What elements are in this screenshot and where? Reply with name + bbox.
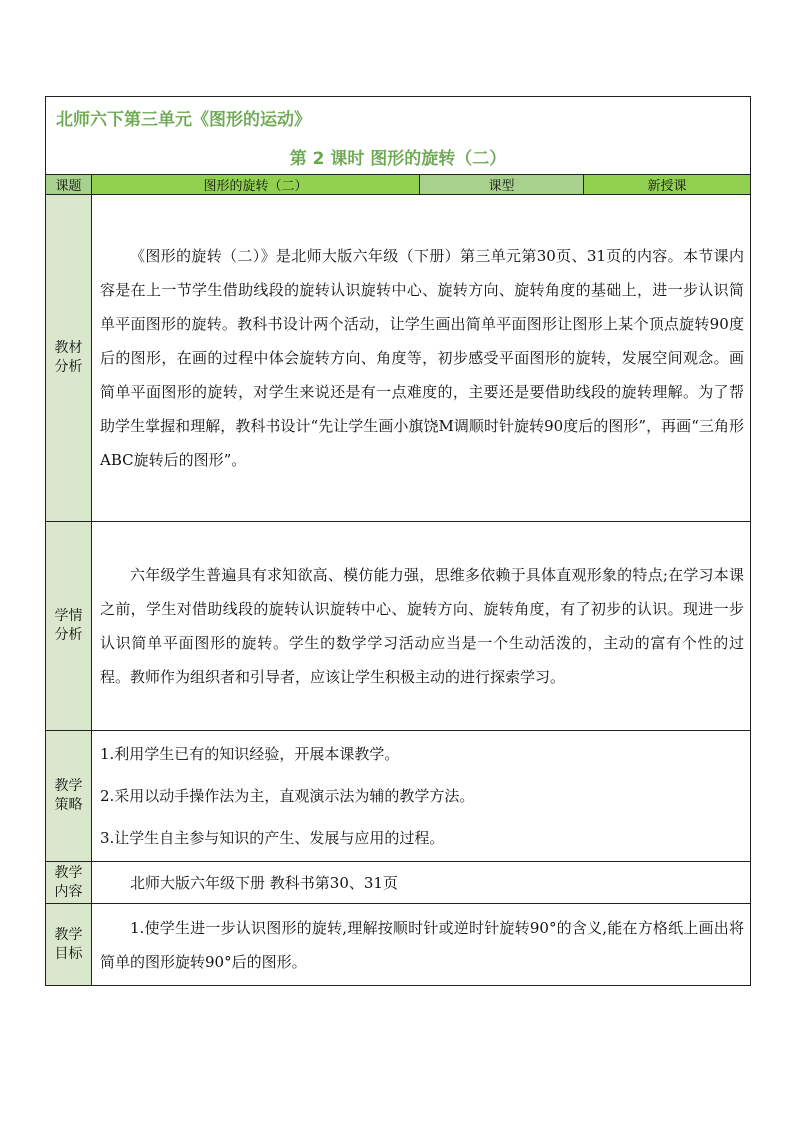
teaching-strategy-list <box>92 731 751 862</box>
label-line: 学情 <box>54 608 83 624</box>
teaching-strategy-row <box>46 731 751 862</box>
label-line: 教学 <box>54 864 83 881</box>
label-line: 教材 <box>54 340 83 356</box>
student-analysis-label <box>46 522 92 731</box>
teaching-content-row <box>46 862 751 904</box>
topic-row <box>46 175 751 195</box>
textbook-analysis-row <box>46 195 751 522</box>
label-line: 策略 <box>54 797 83 813</box>
textbook-analysis-label <box>46 195 92 522</box>
label-line: 教学 <box>54 926 83 943</box>
teaching-goals-label <box>46 904 92 986</box>
strategy-item: 1.利用学生已有的知识经验，开展本课教学。 <box>100 745 400 763</box>
topic-label: 课题 <box>46 175 92 195</box>
lesson-plan-document <box>45 96 750 986</box>
label-line: 分析 <box>54 359 83 375</box>
label-line: 教学 <box>54 778 83 794</box>
label-line: 分析 <box>54 627 83 643</box>
teaching-goals-row <box>46 904 751 986</box>
unit-title: 北师六下第三单元《图形的运动》 <box>46 97 751 139</box>
type-value: 新授课 <box>584 175 751 195</box>
textbook-analysis-text: 《图形的旋转（二）》是北师大版六年级（下册）第三单元第30页、31页的内容。本节课内容是在上一节学生借助线段的旋转认识旋转中心、旋转方向、旋转角度的基础上，进一步认识简单平面图形的旋转。教科书设计两个活动，让学生画出简单平面图形让图形上某个顶点旋转90度后的图形，在画的过程中体会旋转方向、角度等，初步感受平面图形的旋转，发展空间观念。画简单平面图形的旋转，对学生来说还是有一点难度的，主要还是要借助线段的旋转理解。为了帮助学生掌握和理解，教科书设计“先让学生画小旗饶M调顺时针旋转90度后的图形”，再画“三角形ABC旋转后的图形”。 <box>92 195 751 522</box>
student-analysis-row <box>46 522 751 731</box>
strategy-item: 3.让学生自主参与知识的产生、发展与应用的过程。 <box>100 829 445 847</box>
teaching-content-label <box>46 862 92 904</box>
teaching-strategy-label <box>46 731 92 862</box>
type-label: 课型 <box>420 175 584 195</box>
lesson-title: 第 2 课时 图形的旋转（二） <box>46 138 751 175</box>
label-line: 内容 <box>54 883 83 900</box>
lesson-plan-table <box>45 96 751 986</box>
topic-value: 图形的旋转（二） <box>92 175 420 195</box>
teaching-goals-text: 1.使学生进一步认识图形的旋转,理解按顺时针或逆时针旋转90°的含义,能在方格纸上画出将简单的图形旋转90°后的图形。 <box>92 904 751 986</box>
teaching-content-text: 北师大版六年级下册 教科书第30、31页 <box>92 862 751 904</box>
student-analysis-text: 六年级学生普遍具有求知欲高、模仿能力强，思维多依赖于具体直观形象的特点;在学习本课之前，学生对借助线段的旋转认识旋转中心、旋转方向、旋转角度，有了初步的认识。现进一步认识简单平面图形的旋转。学生的数学学习活动应当是一个生动活泼的，主动的富有个性的过程。教师作为组织者和引导者，应该让学生积极主动的进行探索学习。 <box>92 522 751 731</box>
label-line: 目标 <box>54 945 83 962</box>
strategy-item: 2.采用以动手操作法为主，直观演示法为辅的教学方法。 <box>100 787 475 805</box>
